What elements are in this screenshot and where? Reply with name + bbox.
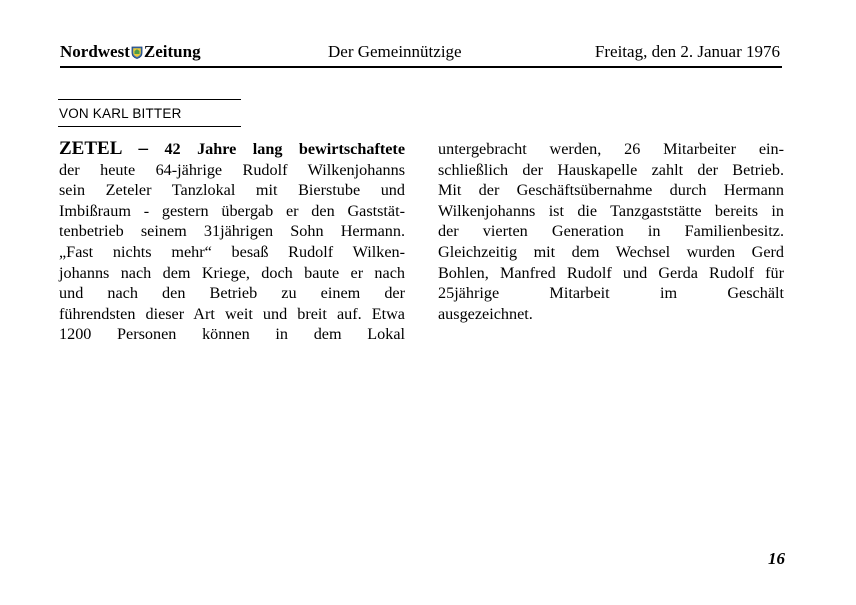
article-line: johanns nach dem Kriege, doch baute er nach xyxy=(59,263,405,282)
newspaper-header xyxy=(60,40,782,68)
byline: VON KARL BITTER xyxy=(59,106,182,121)
article-line: untergebracht werden, 26 Mitarbeiter ein- xyxy=(438,140,784,158)
article-line: der heute 64-jährige Rudolf Wilkenjohanns xyxy=(59,160,405,179)
article-line: Mit der Geschäftsübernahme durch Hermann xyxy=(438,181,784,200)
article-line: Wilkenjohanns ist die Tanzgaststätte bereits in xyxy=(438,201,784,220)
article-line: tenbetrieb seinem 31jährigen Sohn Hermann. xyxy=(59,222,405,241)
article-first-line xyxy=(59,139,405,160)
page-number: 16 xyxy=(768,549,785,568)
article-line: 1200 Personen können in dem Lokal xyxy=(59,325,405,344)
article-column-left xyxy=(59,139,405,345)
article-line: und nach den Betrieb zu einem der xyxy=(59,284,405,303)
lead-text: 42 Jahre lang bewirtschaftete xyxy=(164,140,406,158)
article-line: führendsten dieser Art weit und breit auf. Etwa xyxy=(59,304,405,323)
article-column-right xyxy=(438,139,784,324)
crest-icon xyxy=(131,46,143,59)
dateline: ZETEL – xyxy=(59,138,148,159)
byline-bottom-rule xyxy=(58,126,241,127)
article-line: ausgezeichnet. xyxy=(438,304,533,323)
masthead xyxy=(60,42,201,62)
article-line: sein Zeteler Tanzlokal mit Bierstube und xyxy=(59,181,405,200)
article-line: Bohlen, Manfred Rudolf und Gerda Rudolf für xyxy=(438,263,784,282)
article-line: Gleichzeitig mit dem Wechsel wurden Gerd xyxy=(438,242,784,261)
article-line: 25jährige Mitarbeit im Geschält xyxy=(438,284,784,303)
article-line: der vierten Generation in Familienbesitz. xyxy=(438,222,784,241)
article-line: Imbißraum - gestern übergab er den Gaststät- xyxy=(59,201,405,220)
article-line: schließlich der Hauskapelle zahlt der Betrieb. xyxy=(438,160,784,179)
supplement-title: Der Gemeinnützige xyxy=(328,42,462,61)
masthead-part-2: Zeitung xyxy=(143,42,201,61)
article-line: „Fast nichts mehr“ besaß Rudolf Wilken- xyxy=(59,242,405,261)
byline-block xyxy=(58,99,241,127)
masthead-part-1: Nordwest xyxy=(60,42,130,61)
issue-date: Freitag, den 2. Januar 1976 xyxy=(594,42,780,61)
